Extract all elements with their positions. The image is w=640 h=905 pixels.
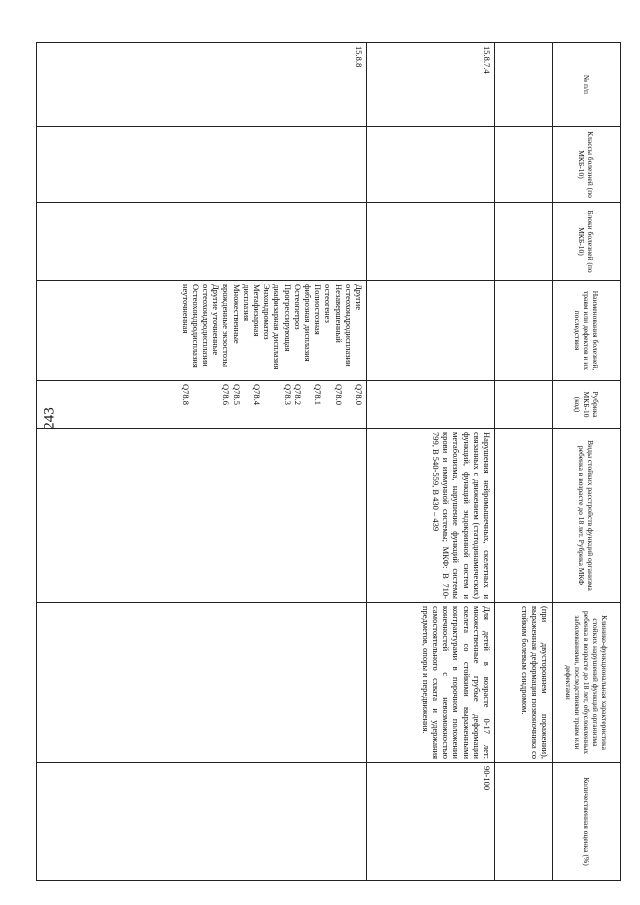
cell-characteristics xyxy=(37,603,367,763)
header-num: № п/п xyxy=(553,43,621,127)
code-line xyxy=(242,384,252,425)
table-row xyxy=(37,43,367,881)
header-score: Количественная оценка (%) xyxy=(553,763,621,881)
header-characteristics: Клинико-функциональная характеристика стойких нарушений функций организма ребенка в возрасте до 18 лет, обусловленных заболеваниями, последствиями травм или дефектами xyxy=(553,603,621,763)
cell-diseases xyxy=(495,281,553,381)
code-line: Q78.2 xyxy=(292,384,303,406)
cell-score xyxy=(495,763,553,881)
cell-diseases xyxy=(37,281,367,381)
cell-diseases xyxy=(367,281,495,381)
code-line: Q78.1 xyxy=(313,384,324,406)
header-classes: Классы болезней (по МКБ-10) xyxy=(553,127,621,203)
document-sheet xyxy=(37,42,621,880)
cell-classes xyxy=(495,127,553,203)
cell-code xyxy=(495,381,553,429)
table-row xyxy=(367,43,495,881)
code-line xyxy=(211,384,221,425)
cell-classes xyxy=(37,127,367,203)
disease-line: Множественные xyxy=(231,284,242,344)
disease-line: остеогенез xyxy=(323,284,334,323)
disease-line: врожденные экзостозы xyxy=(221,284,232,368)
code-line xyxy=(323,384,333,425)
cell-blocks xyxy=(367,203,495,281)
cell-score: 90-100 xyxy=(367,763,495,881)
cell-classes xyxy=(367,127,495,203)
code-line: Q78.5 xyxy=(231,384,242,406)
cell-num: 15.8.8 xyxy=(37,43,367,127)
code-line: Q78.8 xyxy=(180,384,191,406)
disease-line: неуточненная xyxy=(180,284,191,334)
code-line: Q78.0 xyxy=(354,384,364,406)
header-code: Рубрика МКБ-10 (код) xyxy=(553,381,621,429)
disease-line: Незавершенный xyxy=(333,284,344,343)
disease-line: остеохондродисплазии xyxy=(343,284,354,367)
disease-line: Остеохондродисплазия xyxy=(190,284,201,368)
header-violations: Виды стойких расстройств функций организма ребенка в возрасте до 18 лет. Рубрика МКФ xyxy=(553,429,621,603)
code-line xyxy=(191,384,201,425)
table-row xyxy=(495,43,553,881)
cell-violations xyxy=(495,429,553,603)
disease-line: Остеопетроз xyxy=(292,284,303,330)
table-header-row xyxy=(553,43,621,881)
cell-blocks xyxy=(495,203,553,281)
code-line: Q78.3 xyxy=(282,384,293,406)
disease-line: фиброзная дисплазия xyxy=(302,284,313,362)
cell-characteristics: Для детей в возрасте 0-17 лет: множественные грубые деформации скелета со стойкими выраженными контрактурами в порочном положении конечностей с невозможностью самостоятельного схвата и удержания предметов, опоры и передвижения. xyxy=(367,603,495,763)
code-line xyxy=(262,384,272,425)
disease-line: дисплазия xyxy=(241,284,252,322)
code-line xyxy=(201,384,211,425)
page-number: 243 xyxy=(41,407,58,430)
disease-line: диафизарная дисплазия xyxy=(272,284,283,370)
cell-blocks xyxy=(37,203,367,281)
cell-num: 15.8.7.4 xyxy=(367,43,495,127)
disease-line: остеохондродисплазии xyxy=(200,284,211,367)
cell-code xyxy=(37,381,367,429)
disability-criteria-table xyxy=(36,42,621,881)
code-line xyxy=(344,384,354,425)
cell-characteristics: (при двустороннем поражении), выраженная деформация позвоночника со стойким болевым синдромом. xyxy=(495,603,553,763)
disease-line: Другие уточненные xyxy=(211,284,222,356)
cell-violations xyxy=(37,429,367,603)
disease-line: Полиостозная xyxy=(313,284,324,335)
disease-line: Метафизарная xyxy=(251,284,262,337)
cell-score xyxy=(37,763,367,881)
disease-line: Энхондроматоз xyxy=(262,284,273,340)
disease-line: Прогрессирующая xyxy=(282,284,293,352)
cell-violations: Нарушения нейромышечных, скелетных и связанных с движением (статодинамических) функций, функций эндокринной систем и метаболизма, нарушение функций системы крови и иммунной системы; МКФ: В 710-799, В 540-559, В 430 – 439 xyxy=(367,429,495,603)
code-line xyxy=(303,384,313,425)
header-diseases: Наименования болезней, травм или дефектов и их последствия xyxy=(553,281,621,381)
code-line xyxy=(272,384,282,425)
code-line: Q78.4 xyxy=(251,384,262,406)
code-line: Q78.6 xyxy=(221,384,232,406)
disease-line: Другие xyxy=(354,284,364,310)
code-line: Q78.0 xyxy=(333,384,344,406)
cell-num xyxy=(495,43,553,127)
header-blocks: Блоки болезней (по МКБ-10) xyxy=(553,203,621,281)
cell-code xyxy=(367,381,495,429)
